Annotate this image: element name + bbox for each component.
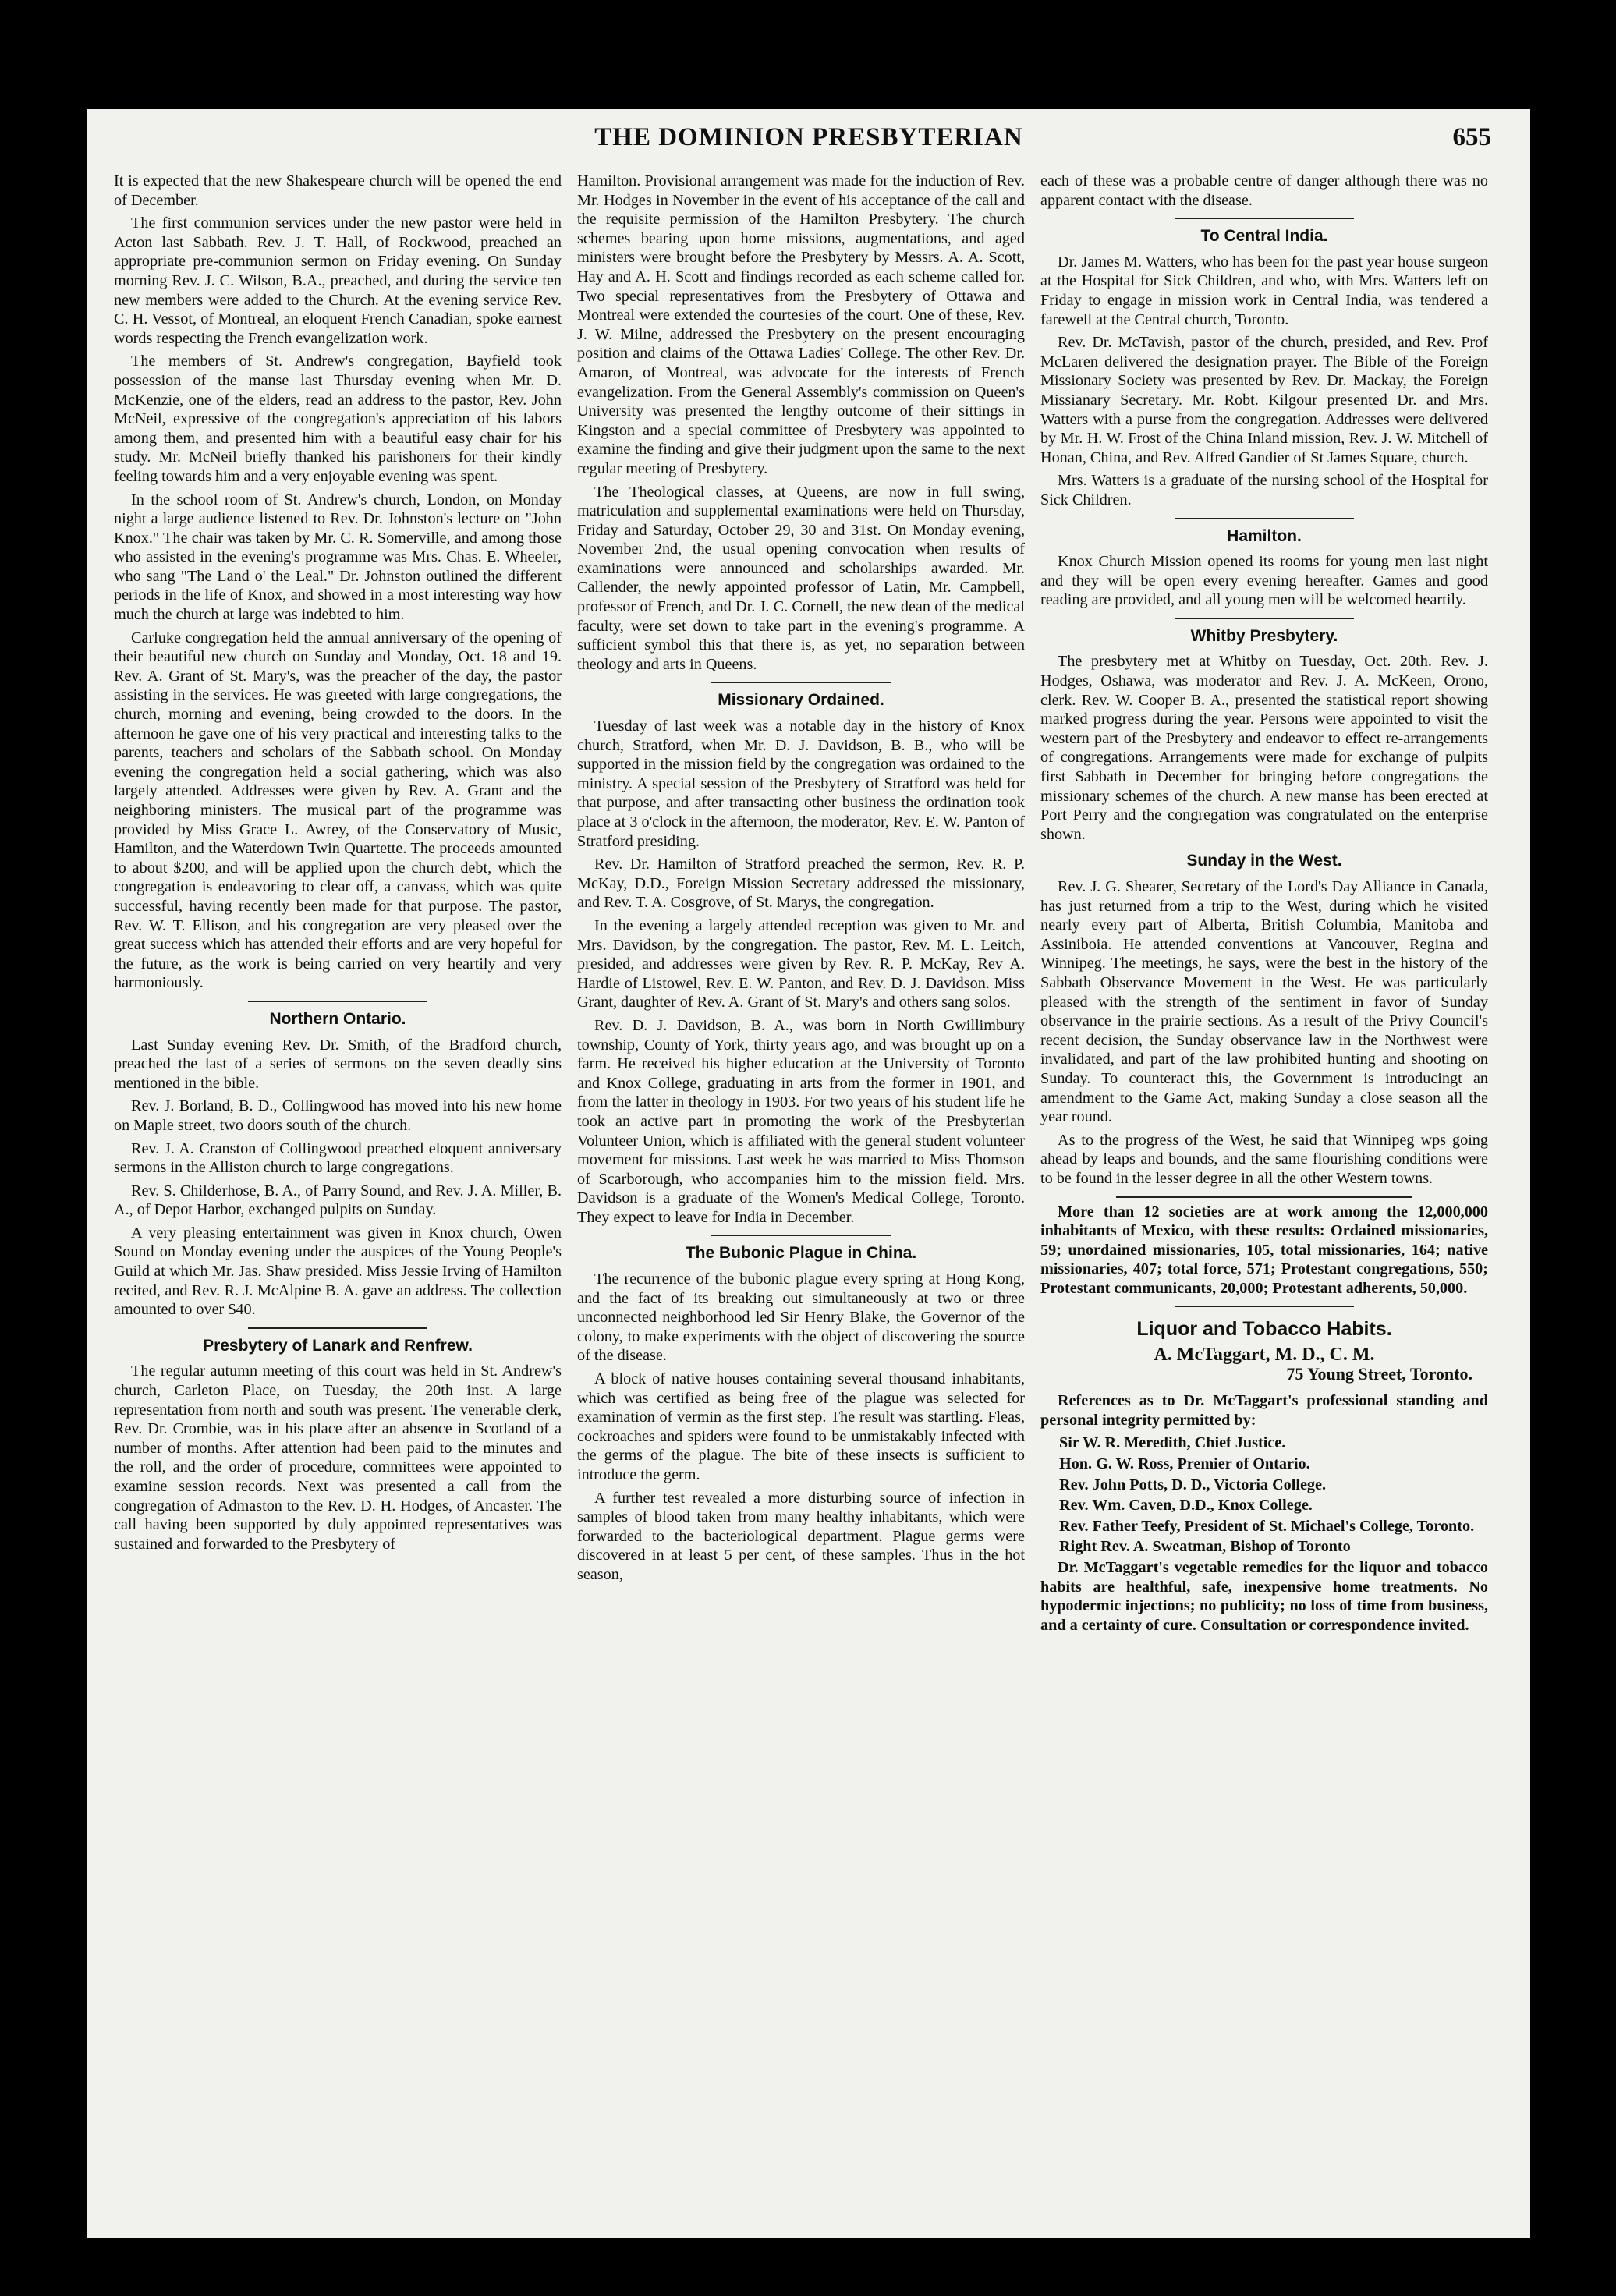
section-heading-whitby-presbytery: Whitby Presbytery.	[1190, 626, 1338, 645]
advertisement-doctor-name: A. McTaggart, M. D., C. M.	[1154, 1345, 1375, 1366]
article-paragraph: In the evening a largely attended reception was given to Mr. and Mrs. Davidson, by the congregation. The pastor, Rev. M. L. Leitch, presided, and addresses were given by Rev. R. P. McKay, Rev A. Hardie of Listowel, Rev. E. W. Panton, and Rev. D. J. Davidson. Miss Grant, daughter of Rev. A. Grant of St. Mary's and others sang solos.	[577, 916, 1025, 1012]
article-paragraph: A further test revealed a more disturbing source of infection in samples of blood taken from many healthy inhabitants, which were forwarded to the bacteriological department. Plague germs were discovered in at least 5 per cent, of these samples. Thus in the hot season,	[577, 1489, 1025, 1583]
section-divider	[248, 1001, 427, 1002]
article-paragraph: Rev. J. Borland, B. D., Collingwood has moved into his new home on Maple street, two doors south of the church.	[114, 1097, 562, 1134]
advertisement-intro: References as to Dr. McTaggart's professional standing and personal integrity permitted by:	[1040, 1392, 1488, 1429]
article-paragraph: Knox Church Mission opened its rooms for young men last night and they will be open every evening hereafter. Games and good reading are provided, and all young men will be welcomed heartily.	[1040, 553, 1488, 609]
article-paragraph: The regular autumn meeting of this court was held in St. Andrew's church, Carleton Place, on Tuesday, the 20th inst. A large representation from north and south was present. The venerable clerk, Rev. Dr. Crombie, was in his place after an absence in Scotland of a number of months. After attention had been paid to the minutes and the roll, and the order of procedure, committees were appointed to examine session records. Next was presented a call from the congregation of Admaston to the Rev. D. H. Hodges, of Ancaster. The call having been supported by duly appointed representatives was sustained and forwarded to the Presbytery of	[114, 1362, 562, 1553]
section-heading-bubonic-plague: The Bubonic Plague in China.	[685, 1244, 917, 1263]
article-paragraph: Last Sunday evening Rev. Dr. Smith, of the Bradford church, preached the last of a series of sermons on the seven deadly sins mentioned in the bible.	[114, 1036, 562, 1092]
article-paragraph: Rev. J. G. Shearer, Secretary of the Lord's Day Alliance in Canada, has just returned from a trip to the West, during which he visited nearly every part of Alberta, British Columbia, Manitoba and Assiniboia. He attended conventions at Vancouver, Regina and Winnipeg. The meetings, he says, were the best in the history of the Sabbath Observance Movement in the West. He was particularly pleased with the strength of the sentiment in favor of Sunday observance in the prairie sections. As a result of the Privy Council's recent decision, the Sunday observance law in the Northwest were invalidated, and part of the law prohibited hunting and shooting on Sunday. To counteract this, the Government is introducingt an amendment to the Game Act, making Sunday a close season all the year round.	[1040, 878, 1488, 1126]
section-heading-sunday-in-the-west: Sunday in the West.	[1186, 852, 1342, 870]
article-paragraph: The recurrence of the bubonic plague every spring at Hong Kong, and the fact of its breaking out simultaneously at two or three unconnected neighborhood led Sir Henry Blake, the Governor of the colony, to make experiments with the object of discovering the source of the disease.	[577, 1270, 1025, 1365]
article-paragraph: A very pleasing entertainment was given in Knox church, Owen Sound on Monday evening under the auspices of the Young People's Guild at which Mr. Jas. Shaw presided. Miss Jessie Irving of Hamilton recited, and Rev. R. J. McAlpine B. A. gave an address. The collection amounted to over $40.	[114, 1224, 562, 1319]
section-divider	[1175, 1306, 1354, 1307]
advertisement-address: 75 Young Street, Toronto.	[1286, 1363, 1472, 1384]
article-paragraph: The presbytery met at Whitby on Tuesday, Oct. 20th. Rev. J. Hodges, Oshawa, was moderator and Rev. J. A. McKeen, Orono, clerk. Rev. W. Cooper B. A., presented the statistical report showing marked progress during the year. Persons were appointed to visit the western part of the Presbytery and endeavor to effect re-arrangements of congregations. Arrangements were made for exchange of pulpits first Sabbath in December for bringing before congregations the missionary schemes of the church. A new manse has been erected at Port Perry and the congregation was congratulated on the enterprise shown.	[1040, 653, 1488, 843]
reference-item: Sir W. R. Meredith, Chief Justice.	[1059, 1434, 1286, 1452]
article-paragraph: Dr. James M. Watters, who has been for the past year house surgeon at the Hospital for Sick Children, and who, with Mrs. Watters left on Friday to engage in mission work in Central India, was tendered a farewell at the Central church, Toronto.	[1040, 253, 1488, 328]
article-paragraph: A block of native houses containing several thousand inhabitants, which was certified as being free of the plague was selected for examination of vermin as the first step. The result was startling. Fleas, cockroaches and spiders were found to be unmistakably infected with the germs of the plague. The bite of these insects is sufficient to introduce the germ.	[577, 1370, 1025, 1483]
article-paragraph: The first communion services under the new pastor were held in Acton last Sabbath. Rev. J. T. Hall, of Rockwood, preached an appropriate pre-communion sermon on Friday evening. On Sunday morning Rev. J. C. Wilson, B.A., preached, and during the service ten new members were added to the Church. At the evening service Rev. C. H. Vessot, of Montreal, an eloquent French Canadian, spoke earnest words respecting the French evangelization work.	[114, 214, 562, 347]
section-heading-central-india: To Central India.	[1200, 227, 1328, 246]
article-paragraph: Carluke congregation held the annual anniversary of the opening of their beautiful new church on Sunday and Monday, Oct. 18 and 19. Rev. A. Grant of St. Mary's, was the preacher of the day, the pastor assisting in the services. He was greeted with large congregations, the church, morning and evening, being crowded to the doors. In the afternoon he gave one of his very practical and interesting talks to the parents, teachers and scholars of the Sabbath school. On Monday evening the congregation held a social gathering, which was also largely attended. Addresses were given by Rev. A. Grant and the neighboring ministers. The musical part of the programme was provided by Miss Grace L. Awrey, of the Conservatory of Music, Hamilton, and the Waterdown Twin Quartette. The proceeds amounted to about $200, and will be applied upon the church debt, which the congregation is endeavoring to clear off, a canvass, which was quite successful, having recently been made for that purpose. The pastor, Rev. W. T. Ellison, and his congregation are very pleased over the great success which has attended their efforts and are very hopeful for the future, as the work is being carried on very heartily and very harmoniously.	[114, 629, 562, 992]
section-divider	[248, 1327, 427, 1329]
page-number: 655	[1452, 123, 1491, 151]
column-3	[1040, 172, 1488, 1639]
section-divider	[711, 1235, 891, 1236]
article-paragraph: Rev. Dr. McTavish, pastor of the church, presided, and Rev. Prof McLaren delivered the designation prayer. The Bible of the Foreign Missionary Society was presented by Rev. Dr. Mackay, the Foreign Missianary Secretary. Mr. Robt. Kilgour presented Dr. and Mrs. Watters with a purse from the congregation. Addresses were delivered by Mr. H. W. Frost of the China Inland mission, Rev. J. W. Mitchell of Honan, China, and Rev. Alfred Gandier of St James Square, church.	[1040, 334, 1488, 466]
article-paragraph: Tuesday of last week was a notable day in the history of Knox church, Stratford, when Mr. D. J. Davidson, B. B., who will be supported in the mission field by the congregation was ordained to the ministry. A special session of the Presbytery of Stratford was held for that purpose, and after transacting other business the ordination took place at 3 o'clock in the afternoon, the moderator, Rev. E. W. Panton of Stratford presiding.	[577, 718, 1025, 850]
section-divider	[1175, 618, 1354, 619]
article-paragraph: Mrs. Watters is a graduate of the nursing school of the Hospital for Sick Children.	[1040, 472, 1488, 508]
newspaper-page	[87, 109, 1530, 2238]
reference-item: Rev. Father Teefy, President of St. Michael's College, Toronto.	[1059, 1517, 1475, 1535]
section-divider	[711, 682, 891, 683]
reference-item: Hon. G. W. Ross, Premier of Ontario.	[1059, 1455, 1310, 1473]
article-paragraph: Rev. D. J. Davidson, B. A., was born in North Gwillimbury township, County of York, thirty years ago, and was brought up on a farm. He received his higher education at the University of Toronto and Knox College, graduating in arts from the former in 1901, and from the latter in theology in 1903. For two years of his student life he took an active part in promoting the work of the Presbyterian Volunteer Union, which is affiliated with the general student volunteer movement for missions. Last week he was married to Miss Thomson of Scarborough, who accompanies him to the mission field. Mrs. Davidson is a graduate of the Women's Medical College, Toronto. They expect to leave for India in December.	[577, 1016, 1025, 1226]
article-paragraph: In the school room of St. Andrew's church, London, on Monday night a large audience listened to Rev. Dr. Johnston's lecture on "John Knox." The chair was taken by Mr. C. R. Somerville, and among those who assisted in the evening's programme was Mrs. Chas. E. Wheeler, who sang "The Land o' the Leal." Dr. Johnston outlined the different periods in the life of Knox, and showed in a most interesting way how much the church at large was indebted to him.	[114, 491, 562, 624]
reference-item: Rev. John Potts, D. D., Victoria College.	[1059, 1476, 1327, 1493]
reference-item: Rev. Wm. Caven, D.D., Knox College.	[1059, 1497, 1313, 1515]
article-paragraph: Rev. J. A. Cranston of Collingwood preached eloquent anniversary sermons in the Alliston church to large congregations.	[114, 1139, 562, 1177]
article-paragraph: each of these was a probable centre of danger although there was no apparent contact with the disease.	[1040, 172, 1488, 209]
article-paragraph: The Theological classes, at Queens, are now in full swing, matriculation and supplemental examinations were held on Thursday, Friday and Saturday, October 29, 30 and 31st. On Monday evening, November 2nd, the usual opening convocation when results of examinations were announced and scholarships awarded. Mr. Callender, the newly appointed professor of Latin, Mr. Campbell, professor of French, and Dr. J. C. Cornell, the new dean of the medical faculty, were set down to take part in the evening's programme. A sufficient symbol this that there is, as yet, no separation between theology and arts in Queens.	[577, 483, 1025, 673]
section-heading-lanark-renfrew: Presbytery of Lanark and Renfrew.	[203, 1336, 473, 1355]
advertisement-body: Dr. McTaggart's vegetable remedies for the liquor and tobacco habits are healthful, safe, inexpensive home treatments. No hypodermic injections; no publicity; no loss of time from business, and a certainty of cure. Consultation or correspondence invited.	[1040, 1559, 1488, 1634]
section-divider	[1175, 218, 1354, 219]
column-1	[114, 172, 562, 1557]
publication-title: THE DOMINION PRESBYTERIAN	[594, 123, 1023, 151]
advertisement-title: Liquor and Tobacco Habits.	[1136, 1318, 1392, 1341]
article-paragraph: More than 12 societies are at work among the 12,000,000 inhabitants of Mexico, with these results: Ordained missionaries, 59; unordained missionaries, 105, total missionaries, 164; native missionaries, 407; total force, 571; Protestant congregations, 550; Protestant communicants, 20,000; Protestant adherents, 50,000.	[1040, 1203, 1488, 1297]
masthead	[87, 123, 1530, 162]
reference-item: Right Rev. A. Sweatman, Bishop of Toronto	[1059, 1538, 1351, 1556]
article-paragraph: The members of St. Andrew's congregation, Bayfield took possession of the manse last Thursday evening when Mr. D. McKenzie, one of the elders, read an address to the pastor, Rev. John McNeil, expressive of the congregation's appreciation of his labors among them, and presented him with a beautiful easy chair for his study. Mr. McNeil briefly thanked his parishoners for their kindly feeling towards him and a very enjoyable evening was spent.	[114, 353, 562, 485]
article-paragraph: As to the progress of the West, he said that Winnipeg wps going ahead by leaps and bounds, and the same flourishing conditions were to be found in the lesser degree in all the other Western towns.	[1040, 1131, 1488, 1187]
article-paragraph: Rev. Dr. Hamilton of Stratford preached the sermon, Rev. R. P. McKay, D.D., Foreign Mission Secretary addressed the missionary, and Rev. T. A. Cosgrove, of St. Marys, the congregation.	[577, 856, 1025, 912]
section-heading-missionary-ordained: Missionary Ordained.	[718, 691, 884, 710]
section-heading-northern-ontario: Northern Ontario.	[269, 1009, 406, 1028]
section-divider	[1175, 518, 1354, 519]
column-2	[577, 172, 1025, 1589]
article-paragraph: Rev. S. Childerhose, B. A., of Parry Sound, and Rev. J. A. Miller, B. A., of Depot Harbor, exchanged pulpits on Sunday.	[114, 1182, 562, 1219]
section-heading-hamilton: Hamilton.	[1227, 526, 1302, 545]
article-paragraph: It is expected that the new Shakespeare church will be opened the end of December.	[114, 172, 562, 209]
section-divider	[1116, 1196, 1412, 1198]
article-paragraph: Hamilton. Provisional arrangement was made for the induction of Rev. Mr. Hodges in November in the event of his acceptance of the call and the requisite permission of the Hamilton Presbytery. The church schemes bearing upon home missions, augmentations, and aged ministers were brought before the Presbytery by Messrs. A. A. Scott, Hay and A. H. Scott and findings recorded as each scheme called for. Two special representatives from the Presbytery of Ottawa and Montreal were extended the courtesies of the court. One of these, Rev. J. W. Milne, addressed the Presbytery on the present encouraging position and claims of the Ottawa Ladies' College. The other Rev. Dr. Amaron, of Montreal, was advocate for the interests of French evangelization. From the General Assembly's commission on Queen's University was presented the lengthy outcome of their sittings in Kingston and a special committee of Presbytery was appointed to examine the finding and give their judgment upon the same to the next regular meeting of Presbytery.	[577, 172, 1025, 477]
